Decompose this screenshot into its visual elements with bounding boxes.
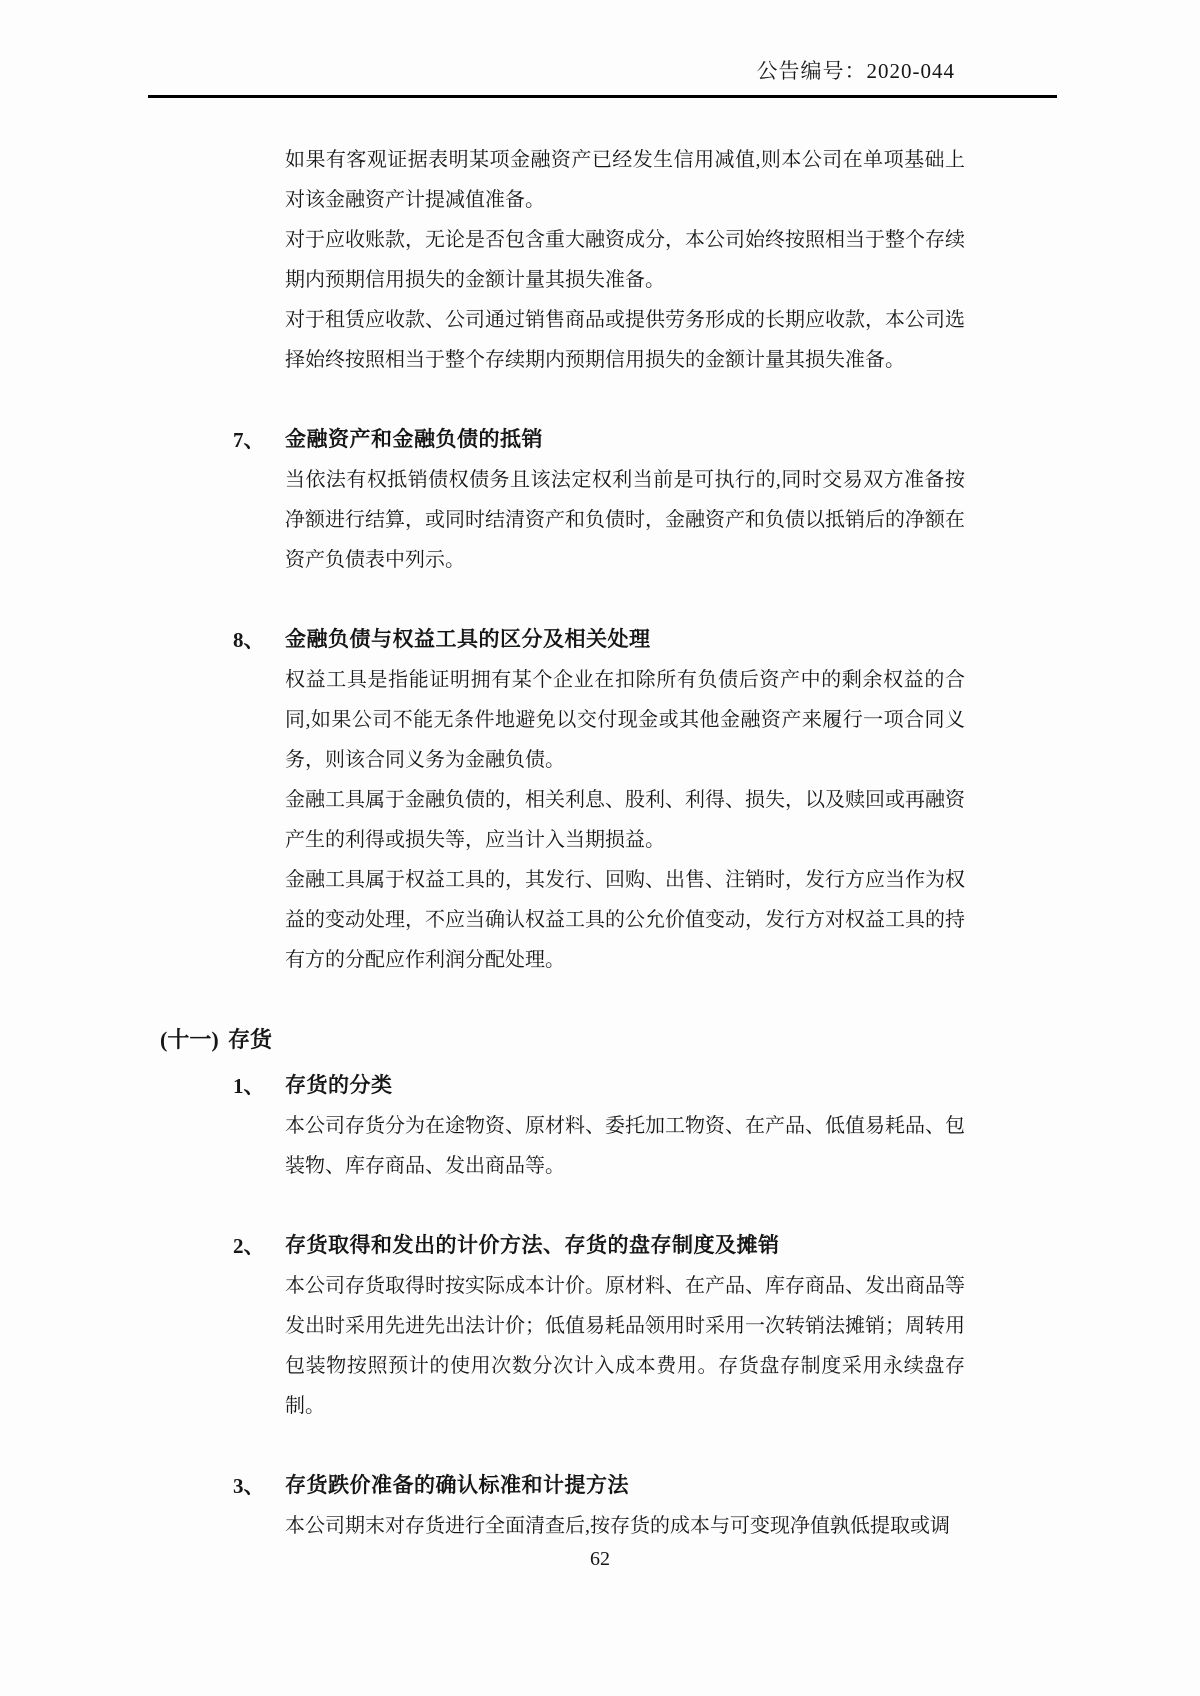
section-heading: [233, 620, 1200, 660]
section-paragraph: 本公司存货分为在途物资、原材料、委托加工物资、在产品、低值易耗品、包装物、库存商品、发出商品等。: [285, 1115, 965, 1177]
page-number: 62: [590, 1548, 610, 1570]
section-heading: [233, 420, 1200, 460]
header-divider: [148, 95, 1057, 98]
section-title: 金融资产和金融负债的抵销: [285, 428, 543, 451]
section-title: 存货跌价准备的确认标准和计提方法: [285, 1474, 629, 1497]
section-paragraph: 金融工具属于金融负债的，相关利息、股利、利得、损失，以及赎回或再融资产生的利得或损失等，应当计入当期损益。: [285, 789, 965, 851]
section-title: 金融负债与权益工具的区分及相关处理: [285, 628, 651, 651]
intro-paragraph: 对于应收账款，无论是否包含重大融资成分，本公司始终按照相当于整个存续期内预期信用损失的金额计量其损失准备。: [285, 229, 965, 291]
chapter-title: 存货: [228, 1027, 273, 1052]
section-number: 2、: [233, 1234, 265, 1258]
section-title: 存货取得和发出的计价方法、存货的盘存制度及摊销: [285, 1234, 780, 1257]
section-paragraph: 当依法有权抵销债权债务且该法定权利当前是可执行的,同时交易双方准备按净额进行结算，或同时结清资产和负债时，金融资产和负债以抵销后的净额在资产负债表中列示。: [285, 469, 965, 571]
section-title: 存货的分类: [285, 1074, 393, 1097]
section-paragraph: 权益工具是指能证明拥有某个企业在扣除所有负债后资产中的剩余权益的合同,如果公司不能无条件地避免以交付现金或其他金融资产来履行一项合同义务，则该合同义务为金融负债。: [285, 669, 965, 771]
intro-paragraph: 对于租赁应收款、公司通过销售商品或提供劳务形成的长期应收款，本公司选择始终按照相当于整个存续期内预期信用损失的金额计量其损失准备。: [285, 309, 965, 371]
section-paragraph: 本公司期末对存货进行全面清查后,按存货的成本与可变现净值孰低提取或调: [285, 1515, 950, 1537]
section-number: 8、: [233, 628, 265, 652]
section-number: 3、: [233, 1474, 265, 1498]
announcement-number: 公告编号：2020-044: [756, 59, 955, 83]
section-heading: [233, 1226, 1200, 1266]
document-body: [0, 86, 1200, 1546]
intro-paragraph: 如果有客观证据表明某项金融资产已经发生信用减值,则本公司在单项基础上对该金融资产计提减值准备。: [285, 149, 965, 211]
section-heading: [233, 1466, 1200, 1506]
chapter-number: (十一): [160, 1027, 219, 1052]
section-number: 7、: [233, 428, 265, 452]
chapter-heading: [160, 1020, 1200, 1060]
section-paragraph: 金融工具属于权益工具的，其发行、回购、出售、注销时，发行方应当作为权益的变动处理，不应当确认权益工具的公允价值变动，发行方对权益工具的持有方的分配应作利润分配处理。: [285, 869, 965, 971]
section-heading: [233, 1066, 1200, 1106]
section-number: 1、: [233, 1074, 265, 1098]
section-paragraph: 本公司存货取得时按实际成本计价。原材料、在产品、库存商品、发出商品等发出时采用先进先出法计价；低值易耗品领用时采用一次转销法摊销；周转用包装物按照预计的使用次数分次计入成本费用。存货盘存制度采用永续盘存制。: [285, 1275, 965, 1417]
